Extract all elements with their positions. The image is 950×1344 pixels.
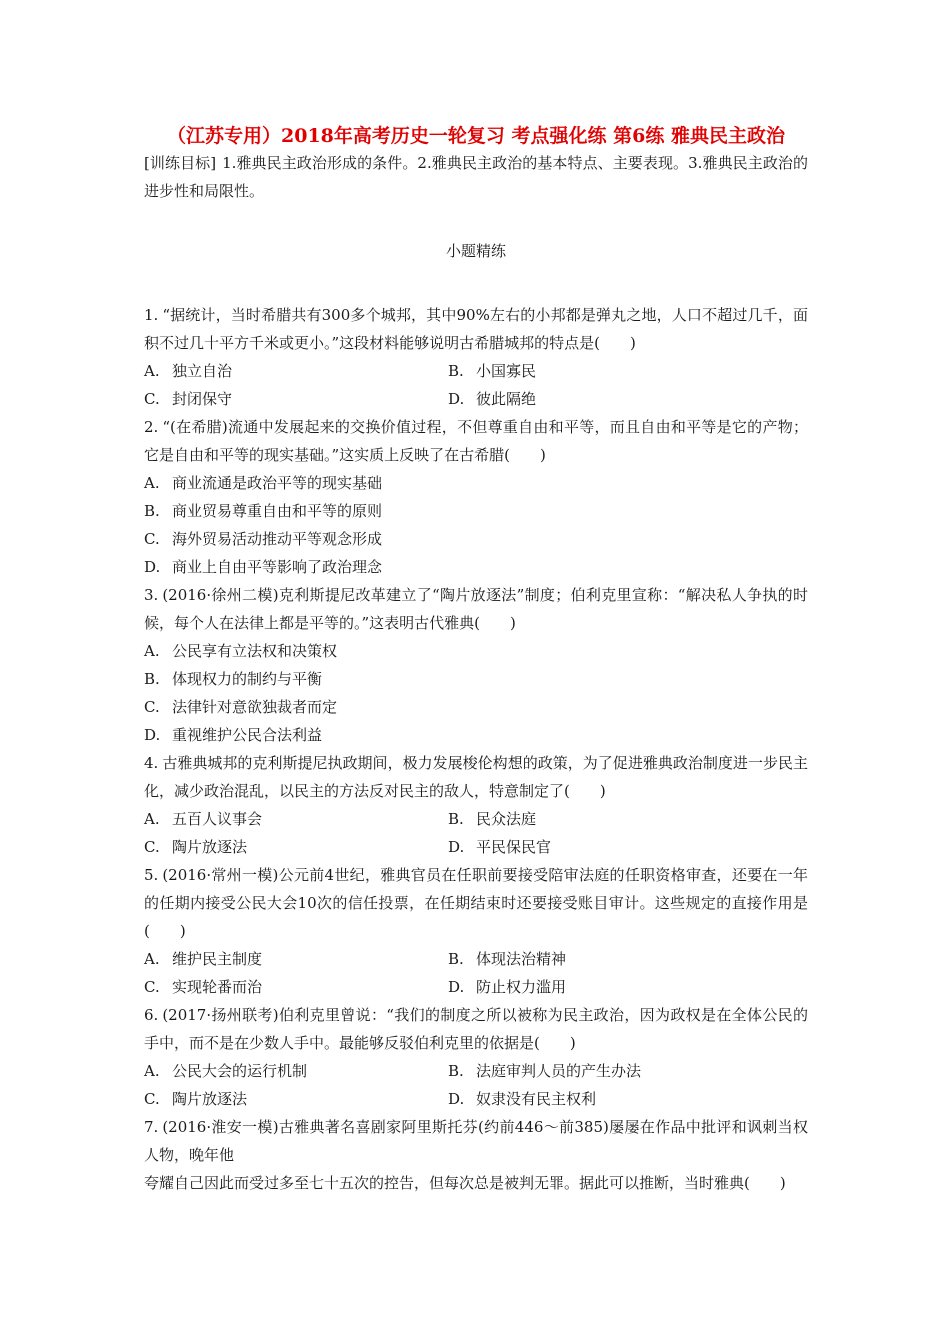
option-text: 重视维护公民合法利益 — [172, 726, 323, 744]
option-b[interactable] — [448, 357, 808, 385]
question-text: (2016·徐州二模)克利斯提尼改革建立了“陶片放逐法”制度；伯利克里宣称：“解决私人争执的时候，每个人在法律上都是平等的。”这表明古代雅典( ) — [144, 586, 808, 632]
option-text: 小国寡民 — [476, 362, 537, 380]
option-letter: D. — [144, 558, 161, 576]
option-letter: C. — [144, 530, 160, 548]
option-letter: D. — [448, 1090, 465, 1108]
option-letter: C. — [144, 390, 160, 408]
option-b[interactable] — [144, 497, 808, 525]
document-page — [144, 124, 808, 1197]
option-text: 彼此隔绝 — [476, 390, 537, 408]
option-text: 公民享有立法权和决策权 — [172, 642, 338, 660]
option-letter: A. — [144, 474, 160, 492]
question-3 — [144, 581, 808, 749]
question-number: 7. — [144, 1118, 159, 1136]
option-text: 民众法庭 — [476, 810, 537, 828]
option-d[interactable] — [448, 833, 808, 861]
option-text: 海外贸易活动推动平等观念形成 — [172, 530, 383, 548]
question-number: 4. — [144, 754, 159, 772]
option-a[interactable] — [144, 469, 808, 497]
option-a[interactable] — [144, 1057, 448, 1085]
option-letter: D. — [144, 726, 161, 744]
question-4 — [144, 749, 808, 861]
question-stem — [144, 1113, 808, 1169]
option-text: 体现法治精神 — [476, 950, 567, 968]
question-text: (2016·淮安一模)古雅典著名喜剧家阿里斯托芬(约前446～前385)屡屡在作品中批评和讽刺当权人物，晚年他 — [144, 1118, 808, 1164]
question-text: “(在希腊)流通中发展起来的交换价值过程，不但尊重自由和平等，而且自由和平等是它的产物；它是自由和平等的现实基础。”这实质上反映了在古希腊( ) — [144, 418, 808, 464]
section-title: 小题精练 — [445, 242, 506, 260]
question-stem-continued — [144, 1169, 808, 1197]
option-letter: A. — [144, 642, 160, 660]
option-a[interactable] — [144, 357, 448, 385]
option-letter: A. — [144, 950, 160, 968]
option-letter: C. — [144, 978, 160, 996]
question-text: (2017·扬州联考)伯利克里曾说：“我们的制度之所以被称为民主政治，因为政权是在全体公民的手中，而不是在少数人手中。最能够反驳伯利克里的依据是( ) — [144, 1006, 808, 1052]
question-2 — [144, 413, 808, 581]
option-text: 公民大会的运行机制 — [172, 1062, 308, 1080]
question-stem — [144, 1001, 808, 1057]
options — [144, 945, 808, 1001]
question-7 — [144, 1113, 808, 1197]
question-5 — [144, 861, 808, 1001]
option-letter: B. — [448, 950, 464, 968]
option-letter: B. — [448, 810, 464, 828]
question-number: 2. — [144, 418, 159, 436]
option-text: 平民保民官 — [476, 838, 552, 856]
question-1 — [144, 301, 808, 413]
option-a[interactable] — [144, 945, 448, 973]
option-a[interactable] — [144, 637, 808, 665]
option-letter: D. — [448, 978, 465, 996]
options — [144, 469, 808, 581]
question-text: (2016·常州一模)公元前4世纪，雅典官员在任职前要接受陪审法庭的任职资格审查，还要在一年的任期内接受公民大会10次的信任投票，在任期结束时还要接受账目审计。这些规定的直接作用是( ) — [144, 866, 808, 940]
option-d[interactable] — [144, 553, 808, 581]
option-c[interactable] — [144, 693, 808, 721]
question-stem — [144, 301, 808, 357]
option-c[interactable] — [144, 1085, 448, 1113]
option-letter: D. — [448, 838, 465, 856]
option-c[interactable] — [144, 525, 808, 553]
option-letter: C. — [144, 1090, 160, 1108]
option-c[interactable] — [144, 833, 448, 861]
option-letter: A. — [144, 1062, 160, 1080]
question-number: 5. — [144, 866, 159, 884]
question-6 — [144, 1001, 808, 1113]
option-text: 体现权力的制约与平衡 — [172, 670, 323, 688]
option-text: 商业上自由平等影响了政治理念 — [172, 558, 383, 576]
option-letter: B. — [448, 1062, 464, 1080]
training-goal-label: [训练目标] — [144, 154, 217, 172]
option-text: 封闭保守 — [172, 390, 233, 408]
option-b[interactable] — [144, 665, 808, 693]
option-text: 商业流通是政治平等的现实基础 — [172, 474, 383, 492]
question-text: 夸耀自己因此而受过多至七十五次的控告，但每次总是被判无罪。据此可以推断，当时雅典( ) — [144, 1174, 786, 1192]
option-text: 防止权力滥用 — [476, 978, 567, 996]
option-text: 法律针对意欲独裁者而定 — [172, 698, 338, 716]
option-d[interactable] — [144, 721, 808, 749]
option-text: 独立自治 — [172, 362, 233, 380]
option-d[interactable] — [448, 1085, 808, 1113]
question-number: 6. — [144, 1006, 159, 1024]
option-b[interactable] — [448, 945, 808, 973]
option-letter: A. — [144, 362, 160, 380]
option-letter: B. — [144, 670, 160, 688]
training-goal — [144, 149, 808, 205]
training-goal-text: 1.雅典民主政治形成的条件。2.雅典民主政治的基本特点、主要表现。3.雅典民主政治的进步性和局限性。 — [144, 154, 808, 200]
option-text: 奴隶没有民主权利 — [476, 1090, 597, 1108]
question-stem — [144, 413, 808, 469]
question-number: 3. — [144, 586, 159, 604]
question-stem — [144, 861, 808, 945]
option-c[interactable] — [144, 973, 448, 1001]
option-text: 陶片放逐法 — [172, 838, 248, 856]
question-stem — [144, 581, 808, 637]
question-text: 古雅典城邦的克利斯提尼执政期间，极力发展梭伦构想的政策，为了促进雅典政治制度进一步民主化，减少政治混乱，以民主的方法反对民主的敌人，特意制定了( ) — [144, 754, 808, 800]
option-letter: B. — [144, 502, 160, 520]
option-text: 实现轮番而治 — [172, 978, 263, 996]
question-stem — [144, 749, 808, 805]
option-letter: C. — [144, 838, 160, 856]
option-text: 五百人议事会 — [172, 810, 263, 828]
options — [144, 1057, 808, 1113]
question-number: 1. — [144, 306, 159, 324]
option-text: 法庭审判人员的产生办法 — [476, 1062, 642, 1080]
option-letter: B. — [448, 362, 464, 380]
document-title: （江苏专用）2018年高考历史一轮复习 考点强化练 第6练 雅典民主政治 — [167, 125, 785, 147]
option-c[interactable] — [144, 385, 448, 413]
option-letter: A. — [144, 810, 160, 828]
option-d[interactable] — [448, 973, 808, 1001]
option-text: 维护民主制度 — [172, 950, 263, 968]
options — [144, 637, 808, 749]
option-letter: D. — [448, 390, 465, 408]
option-b[interactable] — [448, 1057, 808, 1085]
option-b[interactable] — [448, 805, 808, 833]
option-letter: C. — [144, 698, 160, 716]
option-a[interactable] — [144, 805, 448, 833]
option-text: 陶片放逐法 — [172, 1090, 248, 1108]
option-text: 商业贸易尊重自由和平等的原则 — [172, 502, 383, 520]
options — [144, 357, 808, 413]
options — [144, 805, 808, 861]
option-d[interactable] — [448, 385, 808, 413]
question-text: “据统计，当时希腊共有300多个城邦，其中90%左右的小邦都是弹丸之地，人口不超过几千，面积不过几十平方千米或更小。”这段材料能够说明古希腊城邦的特点是( ) — [144, 306, 808, 352]
